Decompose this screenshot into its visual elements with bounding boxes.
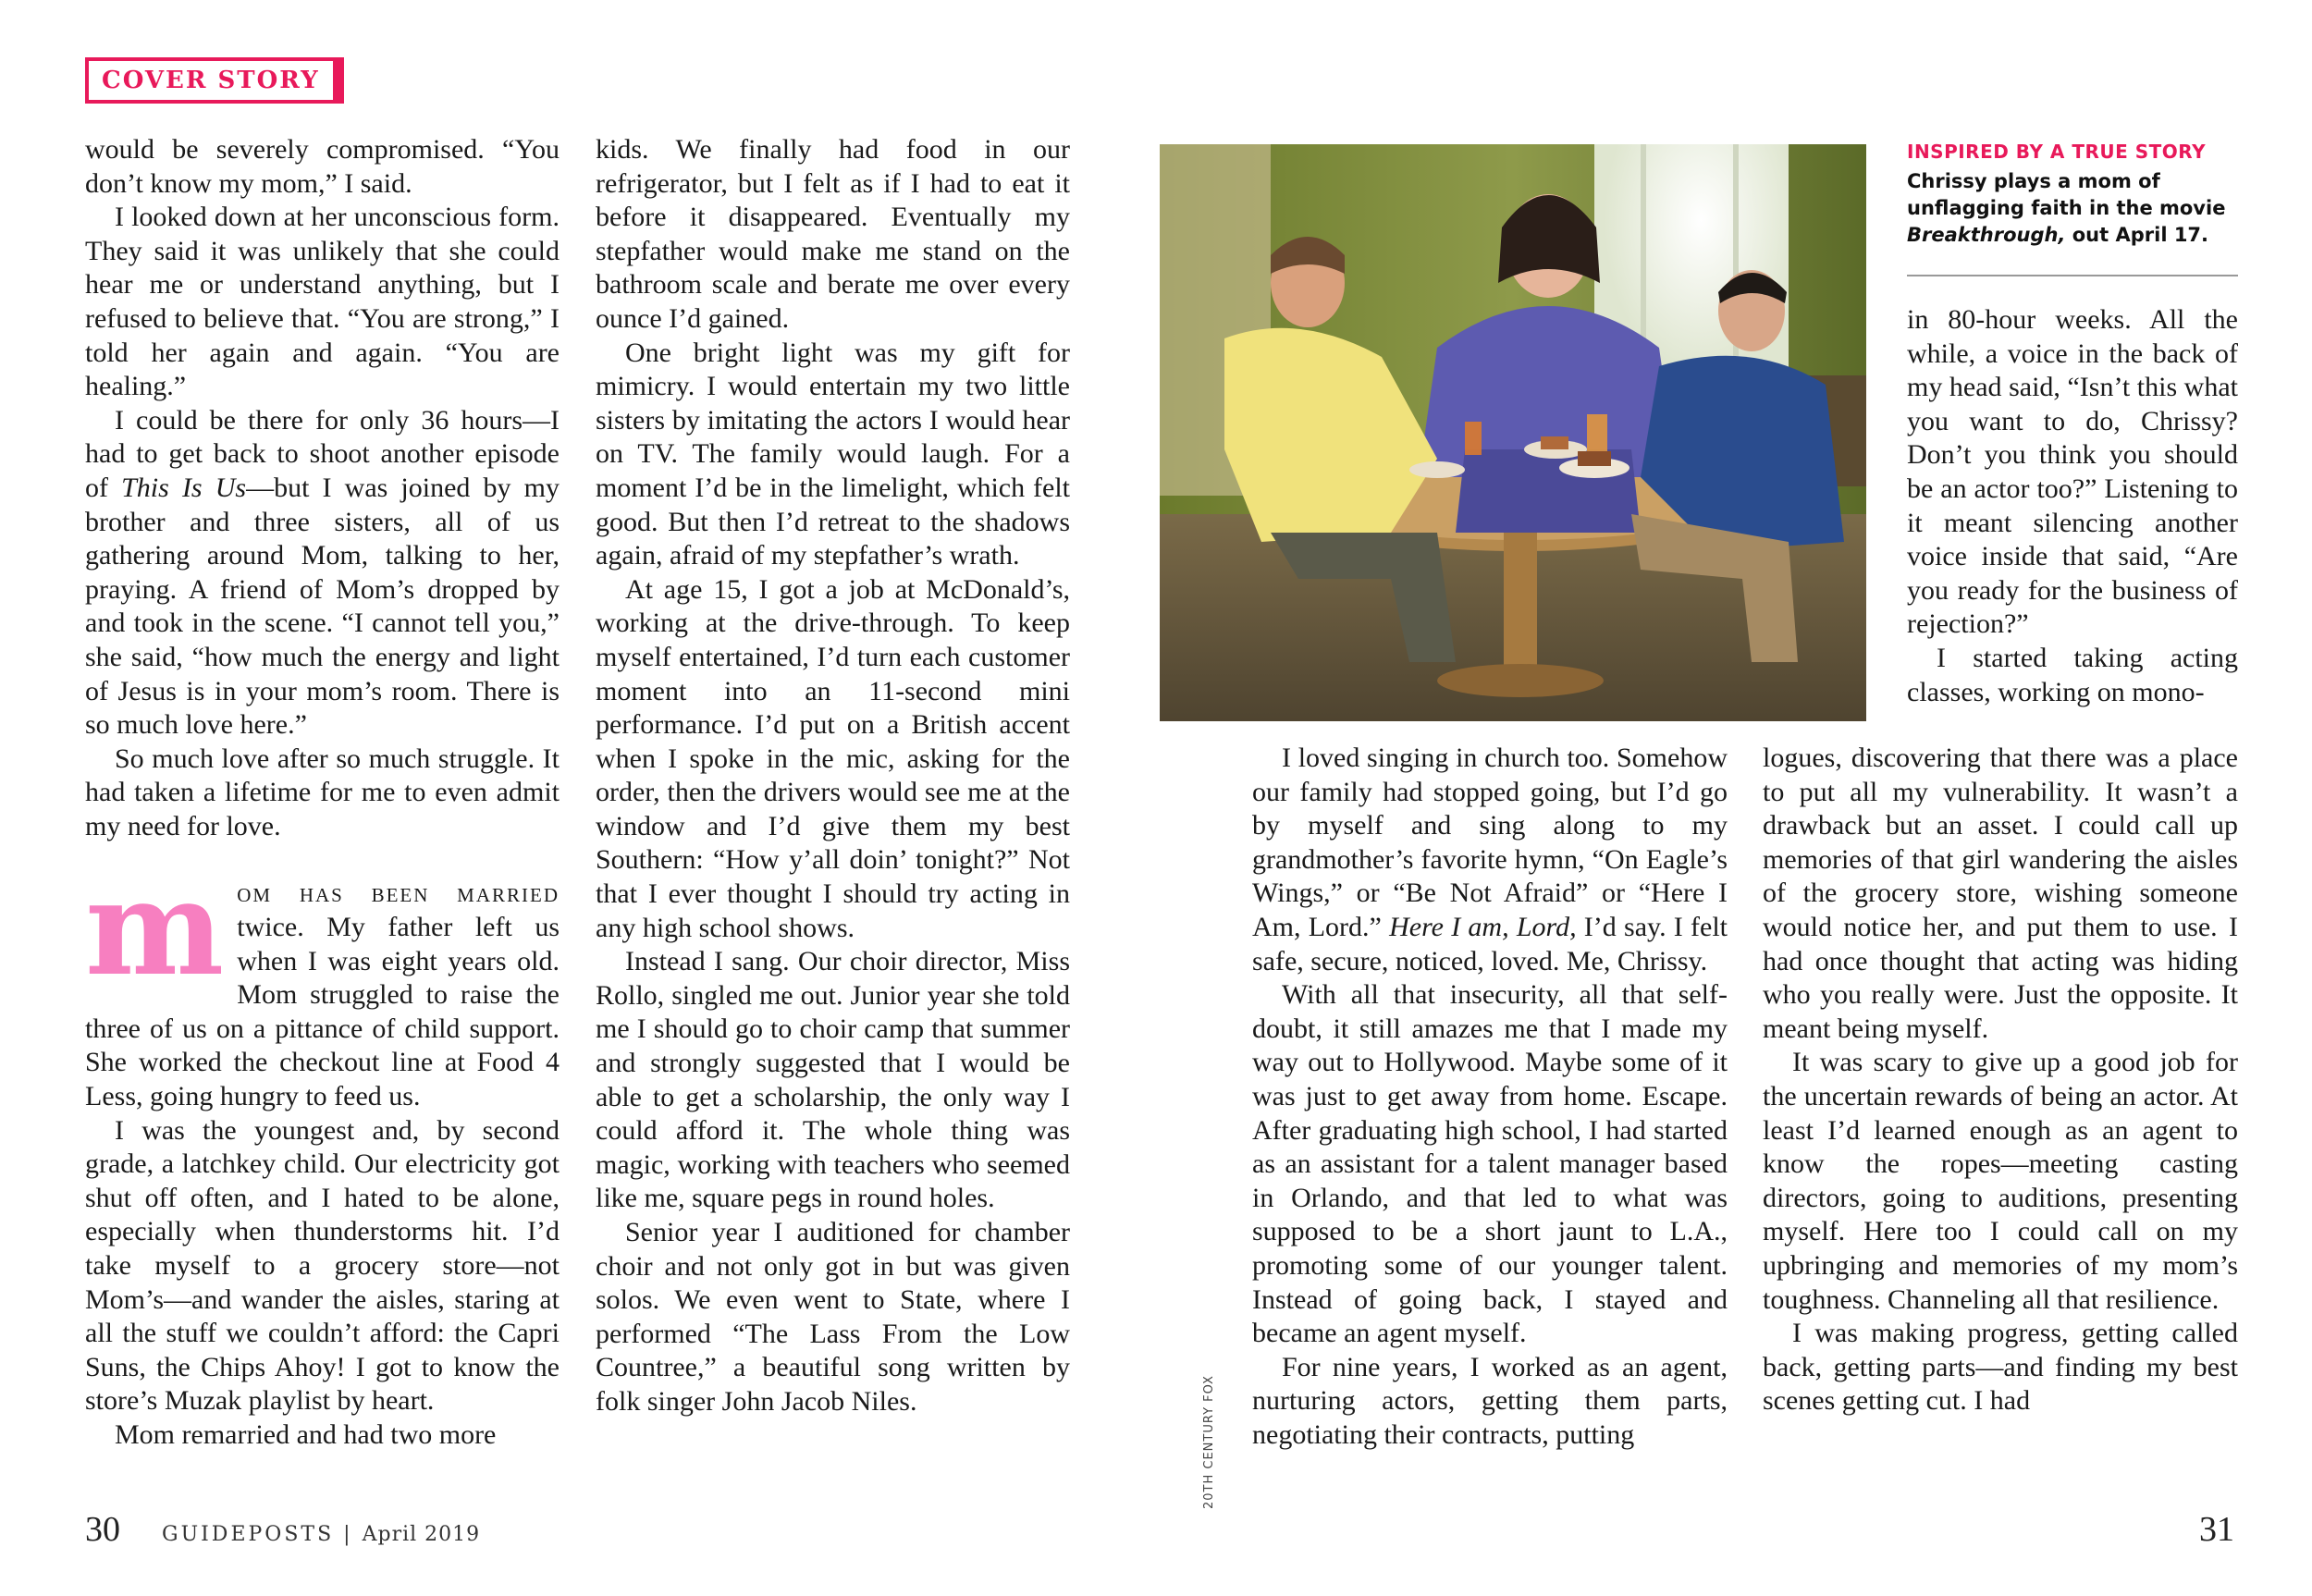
page-number-right: 31 xyxy=(2199,1510,2234,1549)
caption-divider xyxy=(1907,275,2238,276)
paragraph: kids. We finally had food in our refrigerator, but I felt as if I had to eat it before it disappeared. Eventually my stepfather would make me stand on the bathroom scale and berate me over every ounce I’d gained. xyxy=(596,134,1070,334)
issue-date: April 2019 xyxy=(362,1523,481,1546)
paragraph: logues, discovering that there was a place to put all my vulnerability. It wasn’t a drawback but an asset. I could call up memories of that girl wandering the aisles of the grocery store, wishing someone would notice her, and put them to use. I had once thought that acting was hiding who you really were. Just the opposite. It meant being myself. xyxy=(1763,743,2238,1044)
movie-title: Breakthrough, xyxy=(1907,224,2066,246)
article-column-3 xyxy=(1252,742,1728,1452)
drop-cap: m xyxy=(85,852,225,1006)
show-title: This Is Us xyxy=(121,472,247,503)
article-column-1 xyxy=(85,133,560,1453)
paragraph: I was the youngest and, by second grade, a latchkey child. Our electricity got shut off often, and I hated to be alone, especially when thunderstorms hit. I’d take myself to a grocery store—not Mom’s—and wander the aisles, staring at all the stuff we couldn’t afford: the Capri Suns, the Chips Ahoy! I got to know the store’s Muzak playlist by heart. xyxy=(85,1114,560,1417)
paragraph: With all that insecurity, all that self-doubt, it still amazes me that I made my way out to Hollywood. Maybe some of it was just to get away from home. Escape. After graduating high school, I had started as an assistant for a talent manager based in Orlando, and that led to what was supposed to be a short jaunt to L.A., promoting some of our younger talent. Instead of going back, I stayed and became an agent myself. xyxy=(1252,979,1728,1349)
paragraph: would be severely compromised. “You don’t know my mom,” I said. xyxy=(85,134,560,199)
paragraph: I was making progress, getting called back, getting parts—and finding my best scenes getting cut. I had xyxy=(1763,1318,2238,1417)
magazine-name: GUIDEPOSTS xyxy=(162,1523,335,1546)
photo-credit: 20TH CENTURY FOX xyxy=(1202,1375,1216,1509)
paragraph: So much love after so much struggle. It had taken a lifetime for me to even admit my need for love. xyxy=(85,743,560,841)
movie-still-photo xyxy=(1160,144,1866,721)
paragraph: mom has been married twice. My father left us when I was eight years old. Mom struggled to raise the three of us on a pittance of child support. She worked the checkout line at Food 4 Less, going hungry to feed us. xyxy=(85,852,560,1112)
paragraph: I looked down at her unconscious form. They said it was unlikely that she could hear me or understand anything, but I refused to believe that. “You are strong,” I told her again and again. “You are healing.” xyxy=(85,202,560,402)
paragraph: At age 15, I got a job at McDonald’s, working at the drive-through. To keep myself entertained, I’d turn each customer moment into an 11-second mini performance. I’d put on a British accent when I spoke in the mic, asking for the order, then the drivers would see me at the window and I’d give them my best Southern: “How y’all doin’ tonight?” Not that I ever thought I should try acting in any high school shows. xyxy=(596,573,1070,943)
magazine-footer xyxy=(162,1523,480,1546)
page-number-left: 30 xyxy=(85,1510,120,1549)
paragraph: For nine years, I worked as an agent, nurturing actors, getting them parts, negotiating their contracts, putting xyxy=(1252,1351,1728,1450)
paragraph: Senior year I auditioned for chamber choir and not only got in but was given solos. We even went to State, where I performed “The Lass From the Low Countree,” a beautiful song written by folk singer John Jacob Niles. xyxy=(596,1217,1070,1417)
lead-in: om has been married xyxy=(237,878,560,909)
hymn-quote: Here I am, Lord, xyxy=(1389,911,1577,942)
paragraph: It was scary to give up a good job for the uncertain rewards of being an actor. At least I’d learned enough as an agent to know the ropes—meeting casting directors, going to auditions, presenting myself. Here too I could call on my upbringing and memories of my mom’s toughness. Channeling all that resilience. xyxy=(1763,1047,2238,1315)
section-label: COVER STORY xyxy=(85,57,344,104)
paragraph: Mom remarried and had two more xyxy=(115,1418,497,1450)
paragraph: One bright light was my gift for mimicry. I would entertain my two little sisters by imitating the actors I would hear on TV. The family would laugh. For a moment I’d be in the limelight, which felt good. But then I’d retreat to the shadows again, afraid of my stepfather’s wrath. xyxy=(596,337,1070,571)
paragraph: Instead I sang. Our choir director, Miss Rollo, singled me out. Junior year she told me I should go to choir camp that summer and strongly suggested that I would be able to get a scholarship, the only way I could afford it. The whole thing was magic, working with teachers who seemed like me, square pegs in round holes. xyxy=(596,946,1070,1214)
paragraph: I loved singing in church too. Somehow our family had stopped going, but I’d go by myself and sing along to my grandmother’s favorite hymn, “On Eagle’s Wings,” or “Be Not Afraid” or “Here I Am, Lord.” Here I am, Lord, I’d say. I felt safe, secure, noticed, loved. Me, Chrissy. xyxy=(1252,743,1728,976)
article-column-4-continued xyxy=(1763,742,2238,1418)
footer-separator: | xyxy=(343,1523,353,1546)
article-column-4 xyxy=(1907,303,2238,709)
paragraph: in 80-hour weeks. All the while, a voice in the back of my head said, “Isn’t this what you want to do, Chrissy? Don’t you think you should be an actor too?” Listening to it meant silencing another voice inside that said, “Are you ready for the business of rejection?” xyxy=(1907,304,2238,640)
article-column-2 xyxy=(596,133,1070,1419)
paragraph: I could be there for only 36 hours—I had to get back to shoot another episode of This Is Us—but I was joined by my brother and three sisters, all of us gathering around Mom, talking to her, praying. A friend of Mom’s dropped by and took in the scene. “I cannot tell you,” she said, “how much the energy and light of Jesus is in your mom’s room. There is so much love here.” xyxy=(85,404,560,741)
caption-text: Chrissy plays a mom of unflagging faith in the movie Breakthrough, out April 17. xyxy=(1907,170,2226,246)
paragraph: I started taking acting classes, working on mono- xyxy=(1907,642,2238,707)
photo-caption xyxy=(1907,141,2238,249)
caption-kicker: INSPIRED BY A TRUE STORY xyxy=(1907,141,2207,163)
